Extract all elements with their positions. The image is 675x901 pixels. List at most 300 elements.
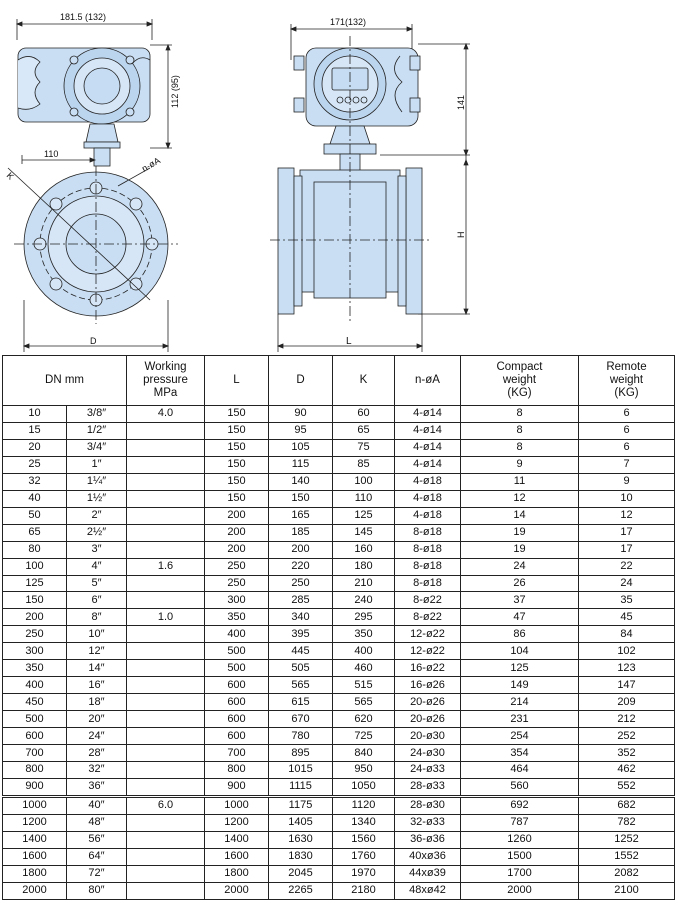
cell-k: 1760 (333, 848, 395, 865)
cell-pressure (127, 456, 205, 473)
cell-remote-weight: 2100 (579, 882, 675, 899)
left-view (8, 19, 178, 352)
cell-d: 445 (269, 643, 333, 660)
cell-compact-weight: 1260 (461, 831, 579, 848)
table-row (3, 626, 675, 643)
cell-k: 1970 (333, 865, 395, 882)
cell-pressure (127, 711, 205, 728)
cell-pressure (127, 626, 205, 643)
cell-dn: 50 (3, 507, 67, 524)
cell-k: 60 (333, 406, 395, 423)
cell-pressure (127, 831, 205, 848)
cell-noa: 4-ø14 (395, 422, 461, 439)
cell-compact-weight: 254 (461, 728, 579, 745)
cell-inch: 28″ (67, 745, 127, 762)
cell-d: 565 (269, 677, 333, 694)
cell-compact-weight: 787 (461, 814, 579, 831)
header-compact-line: weight (502, 374, 537, 386)
cell-pressure (127, 592, 205, 609)
cell-compact-weight: 560 (461, 778, 579, 796)
cell-d: 2045 (269, 865, 333, 882)
cell-k: 85 (333, 456, 395, 473)
cell-remote-weight: 12 (579, 507, 675, 524)
cell-l: 1600 (205, 848, 269, 865)
cell-k: 110 (333, 490, 395, 507)
cell-pressure (127, 524, 205, 541)
table-row (3, 848, 675, 865)
table-row (3, 575, 675, 592)
cell-noa: 4-ø14 (395, 456, 461, 473)
cell-compact-weight: 214 (461, 694, 579, 711)
cell-compact-weight: 11 (461, 473, 579, 490)
cell-l: 150 (205, 406, 269, 423)
cell-inch: 36″ (67, 778, 127, 796)
table-row (3, 643, 675, 660)
cell-remote-weight: 22 (579, 558, 675, 575)
table-row (3, 541, 675, 558)
cell-d: 505 (269, 660, 333, 677)
cell-inch: 1/2″ (67, 422, 127, 439)
table-row (3, 406, 675, 423)
cell-l: 150 (205, 473, 269, 490)
cell-l: 500 (205, 643, 269, 660)
spec-table-body (3, 406, 675, 900)
cell-d: 150 (269, 490, 333, 507)
table-row (3, 592, 675, 609)
cell-d: 1015 (269, 762, 333, 779)
cell-l: 1400 (205, 831, 269, 848)
cell-dn: 500 (3, 711, 67, 728)
cell-inch: 64″ (67, 848, 127, 865)
cell-l: 1800 (205, 865, 269, 882)
cell-compact-weight: 1500 (461, 848, 579, 865)
cell-pressure (127, 660, 205, 677)
cell-k: 840 (333, 745, 395, 762)
cell-k: 295 (333, 609, 395, 626)
cell-l: 600 (205, 677, 269, 694)
cell-inch: 12″ (67, 643, 127, 660)
cell-inch: 3″ (67, 541, 127, 558)
dim-body-height: H (456, 231, 466, 238)
cell-l: 150 (205, 422, 269, 439)
cell-noa: 4-ø18 (395, 490, 461, 507)
cell-d: 1175 (269, 796, 333, 814)
table-row (3, 490, 675, 507)
cell-remote-weight: 209 (579, 694, 675, 711)
cell-k: 65 (333, 422, 395, 439)
cell-noa: 8-ø18 (395, 524, 461, 541)
cell-k: 1120 (333, 796, 395, 814)
cell-l: 200 (205, 541, 269, 558)
table-row (3, 558, 675, 575)
cell-k: 1560 (333, 831, 395, 848)
table-row (3, 865, 675, 882)
table-row (3, 728, 675, 745)
cell-inch: 4″ (67, 558, 127, 575)
table-row (3, 711, 675, 728)
cell-remote-weight: 6 (579, 406, 675, 423)
cell-remote-weight: 682 (579, 796, 675, 814)
cell-dn: 600 (3, 728, 67, 745)
cell-l: 1200 (205, 814, 269, 831)
cell-pressure (127, 541, 205, 558)
cell-remote-weight: 2082 (579, 865, 675, 882)
dim-neck-left: 110 (44, 149, 59, 159)
cell-dn: 15 (3, 422, 67, 439)
cell-pressure: 4.0 (127, 406, 205, 423)
cell-remote-weight: 462 (579, 762, 675, 779)
cell-d: 895 (269, 745, 333, 762)
cell-compact-weight: 19 (461, 524, 579, 541)
cell-compact-weight: 8 (461, 439, 579, 456)
table-row (3, 524, 675, 541)
cell-d: 615 (269, 694, 333, 711)
cell-remote-weight: 35 (579, 592, 675, 609)
cell-dn: 400 (3, 677, 67, 694)
right-view (270, 24, 470, 352)
cell-d: 2265 (269, 882, 333, 899)
header-remote-weight (579, 356, 675, 406)
cell-noa: 8-ø18 (395, 558, 461, 575)
dim-bolt-label: n-øA (140, 155, 162, 174)
cell-inch: 2″ (67, 507, 127, 524)
cell-inch: 1¼″ (67, 473, 127, 490)
header-compact-line: Compact (496, 361, 543, 373)
cell-l: 800 (205, 762, 269, 779)
cell-dn: 125 (3, 575, 67, 592)
cell-noa: 4-ø18 (395, 473, 461, 490)
cell-remote-weight: 147 (579, 677, 675, 694)
header-l: L (205, 356, 269, 406)
cell-pressure (127, 694, 205, 711)
cell-inch: 48″ (67, 814, 127, 831)
cell-k: 100 (333, 473, 395, 490)
cell-l: 300 (205, 592, 269, 609)
header-k: K (333, 356, 395, 406)
cell-dn: 32 (3, 473, 67, 490)
cell-pressure: 6.0 (127, 796, 205, 814)
cell-remote-weight: 352 (579, 745, 675, 762)
cell-dn: 800 (3, 762, 67, 779)
cell-remote-weight: 552 (579, 778, 675, 796)
cell-dn: 250 (3, 626, 67, 643)
cell-inch: 80″ (67, 882, 127, 899)
cell-noa: 48xø42 (395, 882, 461, 899)
cell-l: 400 (205, 626, 269, 643)
cell-compact-weight: 354 (461, 745, 579, 762)
cell-remote-weight: 9 (579, 473, 675, 490)
cell-k: 350 (333, 626, 395, 643)
dim-height-right: 141 (456, 94, 466, 110)
cell-noa: 12-ø22 (395, 626, 461, 643)
cell-d: 220 (269, 558, 333, 575)
cell-inch: 72″ (67, 865, 127, 882)
cell-d: 90 (269, 406, 333, 423)
cell-dn: 65 (3, 524, 67, 541)
cell-d: 1115 (269, 778, 333, 796)
cell-pressure (127, 778, 205, 796)
header-pressure-line: pressure (143, 374, 188, 386)
cell-remote-weight: 6 (579, 422, 675, 439)
cell-dn: 450 (3, 694, 67, 711)
cell-remote-weight: 7 (579, 456, 675, 473)
cell-l: 200 (205, 524, 269, 541)
cell-l: 600 (205, 694, 269, 711)
dim-top-width-left: 181.5 (132) (60, 12, 107, 22)
cell-dn: 150 (3, 592, 67, 609)
cell-k: 460 (333, 660, 395, 677)
cell-dn: 20 (3, 439, 67, 456)
header-compact-line: (KG) (507, 387, 532, 399)
cell-d: 185 (269, 524, 333, 541)
cell-l: 2000 (205, 882, 269, 899)
cell-noa: 8-ø18 (395, 541, 461, 558)
cell-compact-weight: 104 (461, 643, 579, 660)
cell-pressure (127, 728, 205, 745)
cell-noa: 16-ø22 (395, 660, 461, 677)
cell-remote-weight: 1252 (579, 831, 675, 848)
cell-compact-weight: 86 (461, 626, 579, 643)
cell-noa: 12-ø22 (395, 643, 461, 660)
cell-compact-weight: 37 (461, 592, 579, 609)
cell-k: 950 (333, 762, 395, 779)
cell-d: 395 (269, 626, 333, 643)
cell-dn: 700 (3, 745, 67, 762)
cell-pressure (127, 422, 205, 439)
cell-remote-weight: 102 (579, 643, 675, 660)
cell-remote-weight: 17 (579, 541, 675, 558)
cell-l: 500 (205, 660, 269, 677)
cell-noa: 8-ø22 (395, 592, 461, 609)
header-pressure (127, 356, 205, 406)
cell-l: 350 (205, 609, 269, 626)
cell-inch: 18″ (67, 694, 127, 711)
cell-d: 115 (269, 456, 333, 473)
cell-dn: 10 (3, 406, 67, 423)
cell-k: 160 (333, 541, 395, 558)
table-row (3, 831, 675, 848)
table-row (3, 882, 675, 899)
cell-l: 900 (205, 778, 269, 796)
cell-d: 780 (269, 728, 333, 745)
header-noa: n-øA (395, 356, 461, 406)
cell-dn: 200 (3, 609, 67, 626)
dim-top-width-right: 171(132) (330, 17, 367, 27)
cell-l: 150 (205, 490, 269, 507)
cell-inch: 6″ (67, 592, 127, 609)
cell-k: 180 (333, 558, 395, 575)
cell-compact-weight: 125 (461, 660, 579, 677)
cell-d: 285 (269, 592, 333, 609)
cell-pressure (127, 490, 205, 507)
table-row (3, 778, 675, 796)
cell-k: 400 (333, 643, 395, 660)
header-dn: DN mm (3, 356, 127, 406)
cell-k: 1340 (333, 814, 395, 831)
cell-k: 725 (333, 728, 395, 745)
cell-k: 125 (333, 507, 395, 524)
cell-inch: 1½″ (67, 490, 127, 507)
cell-inch: 24″ (67, 728, 127, 745)
cell-noa: 4-ø14 (395, 439, 461, 456)
cell-noa: 32-ø33 (395, 814, 461, 831)
cell-dn: 100 (3, 558, 67, 575)
cell-d: 340 (269, 609, 333, 626)
cell-pressure (127, 507, 205, 524)
cell-d: 140 (269, 473, 333, 490)
cell-l: 150 (205, 439, 269, 456)
cell-dn: 900 (3, 778, 67, 796)
cell-remote-weight: 24 (579, 575, 675, 592)
cell-inch: 56″ (67, 831, 127, 848)
table-row (3, 422, 675, 439)
cell-remote-weight: 84 (579, 626, 675, 643)
cell-dn: 1400 (3, 831, 67, 848)
cell-inch: 40″ (67, 796, 127, 814)
cell-noa: 28-ø30 (395, 796, 461, 814)
cell-d: 200 (269, 541, 333, 558)
header-compact-weight (461, 356, 579, 406)
cell-compact-weight: 9 (461, 456, 579, 473)
cell-dn: 1600 (3, 848, 67, 865)
cell-inch: 3/4″ (67, 439, 127, 456)
dimension-drawing (0, 0, 675, 355)
cell-noa: 8-ø18 (395, 575, 461, 592)
cell-noa: 24-ø33 (395, 762, 461, 779)
cell-inch: 1″ (67, 456, 127, 473)
header-d: D (269, 356, 333, 406)
dim-length-label: L (346, 336, 352, 347)
cell-compact-weight: 231 (461, 711, 579, 728)
cell-l: 250 (205, 558, 269, 575)
cell-compact-weight: 24 (461, 558, 579, 575)
cell-noa: 20-ø26 (395, 711, 461, 728)
cell-l: 150 (205, 456, 269, 473)
cell-remote-weight: 252 (579, 728, 675, 745)
cell-d: 250 (269, 575, 333, 592)
cell-l: 1000 (205, 796, 269, 814)
table-row (3, 473, 675, 490)
cell-pressure (127, 745, 205, 762)
table-row (3, 439, 675, 456)
cell-pressure (127, 677, 205, 694)
cell-noa: 4-ø14 (395, 406, 461, 423)
dim-dia-label: D (90, 336, 97, 346)
cell-compact-weight: 19 (461, 541, 579, 558)
table-row (3, 660, 675, 677)
cell-l: 600 (205, 711, 269, 728)
dim-pcd-label: K (4, 170, 16, 182)
cell-k: 210 (333, 575, 395, 592)
header-pressure-line: Working (144, 361, 187, 373)
cell-dn: 350 (3, 660, 67, 677)
cell-compact-weight: 47 (461, 609, 579, 626)
cell-pressure: 1.6 (127, 558, 205, 575)
cell-d: 670 (269, 711, 333, 728)
cell-remote-weight: 1552 (579, 848, 675, 865)
table-row (3, 456, 675, 473)
cell-d: 165 (269, 507, 333, 524)
cell-compact-weight: 8 (461, 422, 579, 439)
cell-remote-weight: 6 (579, 439, 675, 456)
dim-height-left: 112 (95) (170, 75, 180, 108)
cell-compact-weight: 8 (461, 406, 579, 423)
cell-d: 95 (269, 422, 333, 439)
header-row (3, 356, 675, 406)
cell-pressure (127, 473, 205, 490)
cell-pressure (127, 865, 205, 882)
cell-remote-weight: 45 (579, 609, 675, 626)
cell-k: 1050 (333, 778, 395, 796)
cell-noa: 20-ø30 (395, 728, 461, 745)
cell-l: 700 (205, 745, 269, 762)
cell-noa: 8-ø22 (395, 609, 461, 626)
cell-inch: 8″ (67, 609, 127, 626)
cell-dn: 1000 (3, 796, 67, 814)
cell-noa: 24-ø30 (395, 745, 461, 762)
table-row (3, 677, 675, 694)
cell-compact-weight: 149 (461, 677, 579, 694)
cell-k: 620 (333, 711, 395, 728)
cell-pressure (127, 814, 205, 831)
table-row (3, 796, 675, 814)
cell-remote-weight: 10 (579, 490, 675, 507)
cell-noa: 4-ø18 (395, 507, 461, 524)
table-row (3, 814, 675, 831)
cell-dn: 2000 (3, 882, 67, 899)
cell-l: 600 (205, 728, 269, 745)
cell-remote-weight: 17 (579, 524, 675, 541)
cell-inch: 16″ (67, 677, 127, 694)
cell-dn: 1800 (3, 865, 67, 882)
cell-pressure (127, 762, 205, 779)
cell-dn: 25 (3, 456, 67, 473)
cell-noa: 16-ø26 (395, 677, 461, 694)
spec-table (2, 355, 675, 900)
cell-compact-weight: 692 (461, 796, 579, 814)
header-remote-line: (KG) (614, 387, 639, 399)
cell-inch: 14″ (67, 660, 127, 677)
cell-compact-weight: 1700 (461, 865, 579, 882)
cell-noa: 28-ø33 (395, 778, 461, 796)
cell-pressure: 1.0 (127, 609, 205, 626)
cell-inch: 3/8″ (67, 406, 127, 423)
cell-compact-weight: 2000 (461, 882, 579, 899)
cell-remote-weight: 123 (579, 660, 675, 677)
cell-inch: 32″ (67, 762, 127, 779)
cell-dn: 40 (3, 490, 67, 507)
header-remote-line: Remote (606, 361, 647, 373)
cell-inch: 2½″ (67, 524, 127, 541)
cell-k: 565 (333, 694, 395, 711)
cell-k: 515 (333, 677, 395, 694)
header-pressure-line: MPa (153, 387, 178, 399)
cell-pressure (127, 643, 205, 660)
table-row (3, 745, 675, 762)
cell-inch: 20″ (67, 711, 127, 728)
table-row (3, 609, 675, 626)
cell-pressure (127, 575, 205, 592)
cell-k: 145 (333, 524, 395, 541)
cell-l: 200 (205, 507, 269, 524)
cell-pressure (127, 848, 205, 865)
cell-compact-weight: 14 (461, 507, 579, 524)
cell-compact-weight: 26 (461, 575, 579, 592)
table-row (3, 762, 675, 779)
cell-d: 105 (269, 439, 333, 456)
cell-noa: 36-ø36 (395, 831, 461, 848)
cell-noa: 20-ø26 (395, 694, 461, 711)
